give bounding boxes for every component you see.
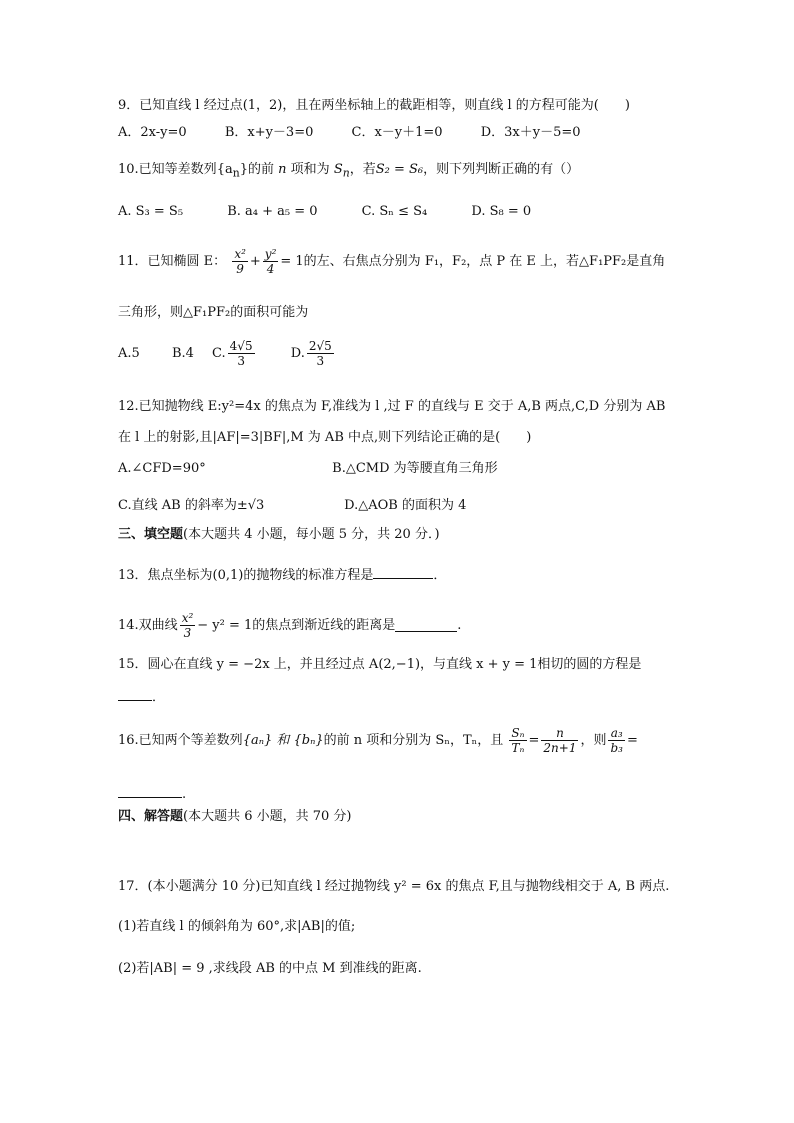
q9-options xyxy=(118,126,615,139)
q11-option-c: C. $\frac{4√5}{3}$ xyxy=(212,339,253,368)
q14-fraction: $\frac{\text{x²}}{3}$ xyxy=(181,611,194,640)
q10-option-b: B. a₄ + a₅ = 0 xyxy=(227,204,318,219)
q9-option-c: C．x－y＋1=0 xyxy=(351,125,443,140)
q16-fraction-n: $\frac{n}{2n+1}$ xyxy=(543,726,577,755)
q14-answer-blank[interactable] xyxy=(395,619,457,632)
q12-option-a: A.∠CFD=90° xyxy=(118,461,206,476)
q12-line1: 12.已知抛物线 E:y²=4x 的焦点为 F,准线为 l ,过 F 的直线与 E 交于 A,B 两点,C,D 分别为 AB xyxy=(118,399,666,414)
q9-stem: 9．已知直线 l 经过点(1，2)，且在两坐标轴上的截距相等，则直线 l 的方程可能为( ) xyxy=(118,98,630,113)
q15-answer-blank[interactable] xyxy=(118,688,152,701)
q11-options xyxy=(118,340,336,367)
q10-text-d: ，若 xyxy=(349,162,376,177)
q10-text-c: 项和为 xyxy=(290,162,330,177)
section3-title: 三、填空题 xyxy=(118,527,184,542)
q10-text-a: 10.已知等差数列 xyxy=(118,162,217,177)
q11-option-a: A.5 xyxy=(118,346,140,361)
q11-option-d: D. $\frac{2√5}{3}$ xyxy=(290,339,332,368)
q9-option-d: D．3x＋y－5=0 xyxy=(480,125,581,140)
q16 xyxy=(118,727,638,754)
q13-answer-blank[interactable] xyxy=(373,566,433,579)
q10-seq: $\{a_n\}$ xyxy=(216,162,248,180)
section4-title: 四、解答题 xyxy=(118,809,184,824)
q10-n: n xyxy=(278,162,287,177)
q14-text-a: 14.双曲线 xyxy=(118,618,178,633)
q16-equals-2: = xyxy=(626,733,638,748)
q12-option-c: C.直线 AB 的斜率为±√3 xyxy=(118,498,265,513)
q16-text-b: 的前 n 项和分别为 Sₙ，Tₙ，且 xyxy=(323,733,504,748)
q15-line1: 15．圆心在直线 y = −2x 上，并且经过点 A(2,−1)，与直线 x + y = 1相切的圆的方程是 xyxy=(118,657,642,672)
q11-text-a: 11．已知椭圆 E： xyxy=(118,254,227,269)
q16-fraction-ab: $\frac{\text{a₃}}{\text{b₃}}$ xyxy=(610,726,623,755)
q11-stem xyxy=(118,248,665,275)
q10-text-b: 的前 xyxy=(247,162,274,177)
q10-option-d: D. S₈ = 0 xyxy=(471,204,532,219)
q10-S: $S_n$ xyxy=(333,162,350,180)
q10-option-c: C. Sₙ ≤ S₄ xyxy=(361,204,428,219)
q10-options xyxy=(118,205,565,218)
q15-end: ． xyxy=(152,690,166,705)
q12-options-row2 xyxy=(118,499,466,512)
q10-stem xyxy=(118,163,579,179)
q11-fraction-x: $\frac{\text{x²}}{9}$ xyxy=(234,247,246,276)
q17-line1: 17．(本小题满分 10 分)已知直线 l 经过抛物线 y² = 6x 的焦点 F,且与抛物线相交于 A, B 两点. xyxy=(118,879,670,894)
q16-fraction-st: $\frac{\text{Sₙ}}{\text{Tₙ}}$ xyxy=(511,726,525,755)
q10-condition: S₂ = S₆ xyxy=(375,162,424,177)
q16-text-a: 16.已知两个等差数列 xyxy=(118,733,243,748)
q14 xyxy=(118,612,461,639)
q11-line2: 三角形，则△F₁PF₂的面积可能为 xyxy=(118,305,309,320)
q13 xyxy=(118,566,446,582)
q12-options-row1 xyxy=(118,462,498,475)
q10-text-e: ，则下列判断正确的有（） xyxy=(423,162,580,177)
q12-option-b: B.△CMD 为等腰直角三角形 xyxy=(332,461,498,476)
q16-end: . xyxy=(182,787,187,802)
section4-heading xyxy=(118,810,352,823)
q13-end: ． xyxy=(433,568,447,583)
section4-desc: (本大题共 6 小题，共 70 分) xyxy=(183,809,352,824)
q16-answer-blank[interactable] xyxy=(118,785,182,798)
q13-text: 13．焦点坐标为(0,1)的抛物线的标准方程是 xyxy=(118,568,374,583)
q16-equals: = xyxy=(528,733,540,748)
q11-option-b: B.4 xyxy=(171,346,194,361)
q9-option-a: A．2x-y=0 xyxy=(118,125,187,140)
section3-desc: (本大题共 4 小题，每小题 5 分，共 20 分．) xyxy=(183,527,440,542)
q16-sequences: {aₙ} 和 {bₙ} xyxy=(242,733,324,748)
q17-part1: (1)若直线 l 的倾斜角为 60°,求|AB|的值; xyxy=(118,919,356,934)
q14-text-b: − y² = 1的焦点到渐近线的距离是 xyxy=(197,618,396,633)
q11-fraction-y: $\frac{\text{y²}}{4}$ xyxy=(264,247,277,276)
q12-line2: 在 l 上的射影,且|AF|=3|BF|,M 为 AB 中点,则下列结论正确的是( ) xyxy=(118,430,532,445)
q10-option-a: A. S₃ = S₅ xyxy=(118,204,184,219)
q12-option-d: D.△AOB 的面积为 4 xyxy=(344,498,467,513)
section3-heading xyxy=(118,528,440,541)
q9-option-b: B．x+y－3=0 xyxy=(224,125,314,140)
q16-text-c: ，则 xyxy=(580,733,607,748)
q11-plus: + xyxy=(249,254,261,269)
q14-end: . xyxy=(457,618,462,633)
q17-part2: (2)若|AB| = 9 ,求线段 AB 的中点 M 到准线的距离. xyxy=(118,961,422,976)
q11-text-b: = 1的左、右焦点分别为 F₁，F₂，点 P 在 E 上，若△F₁PF₂是直角 xyxy=(280,254,666,269)
q15-line2 xyxy=(118,688,165,704)
q16-line2 xyxy=(118,785,186,801)
